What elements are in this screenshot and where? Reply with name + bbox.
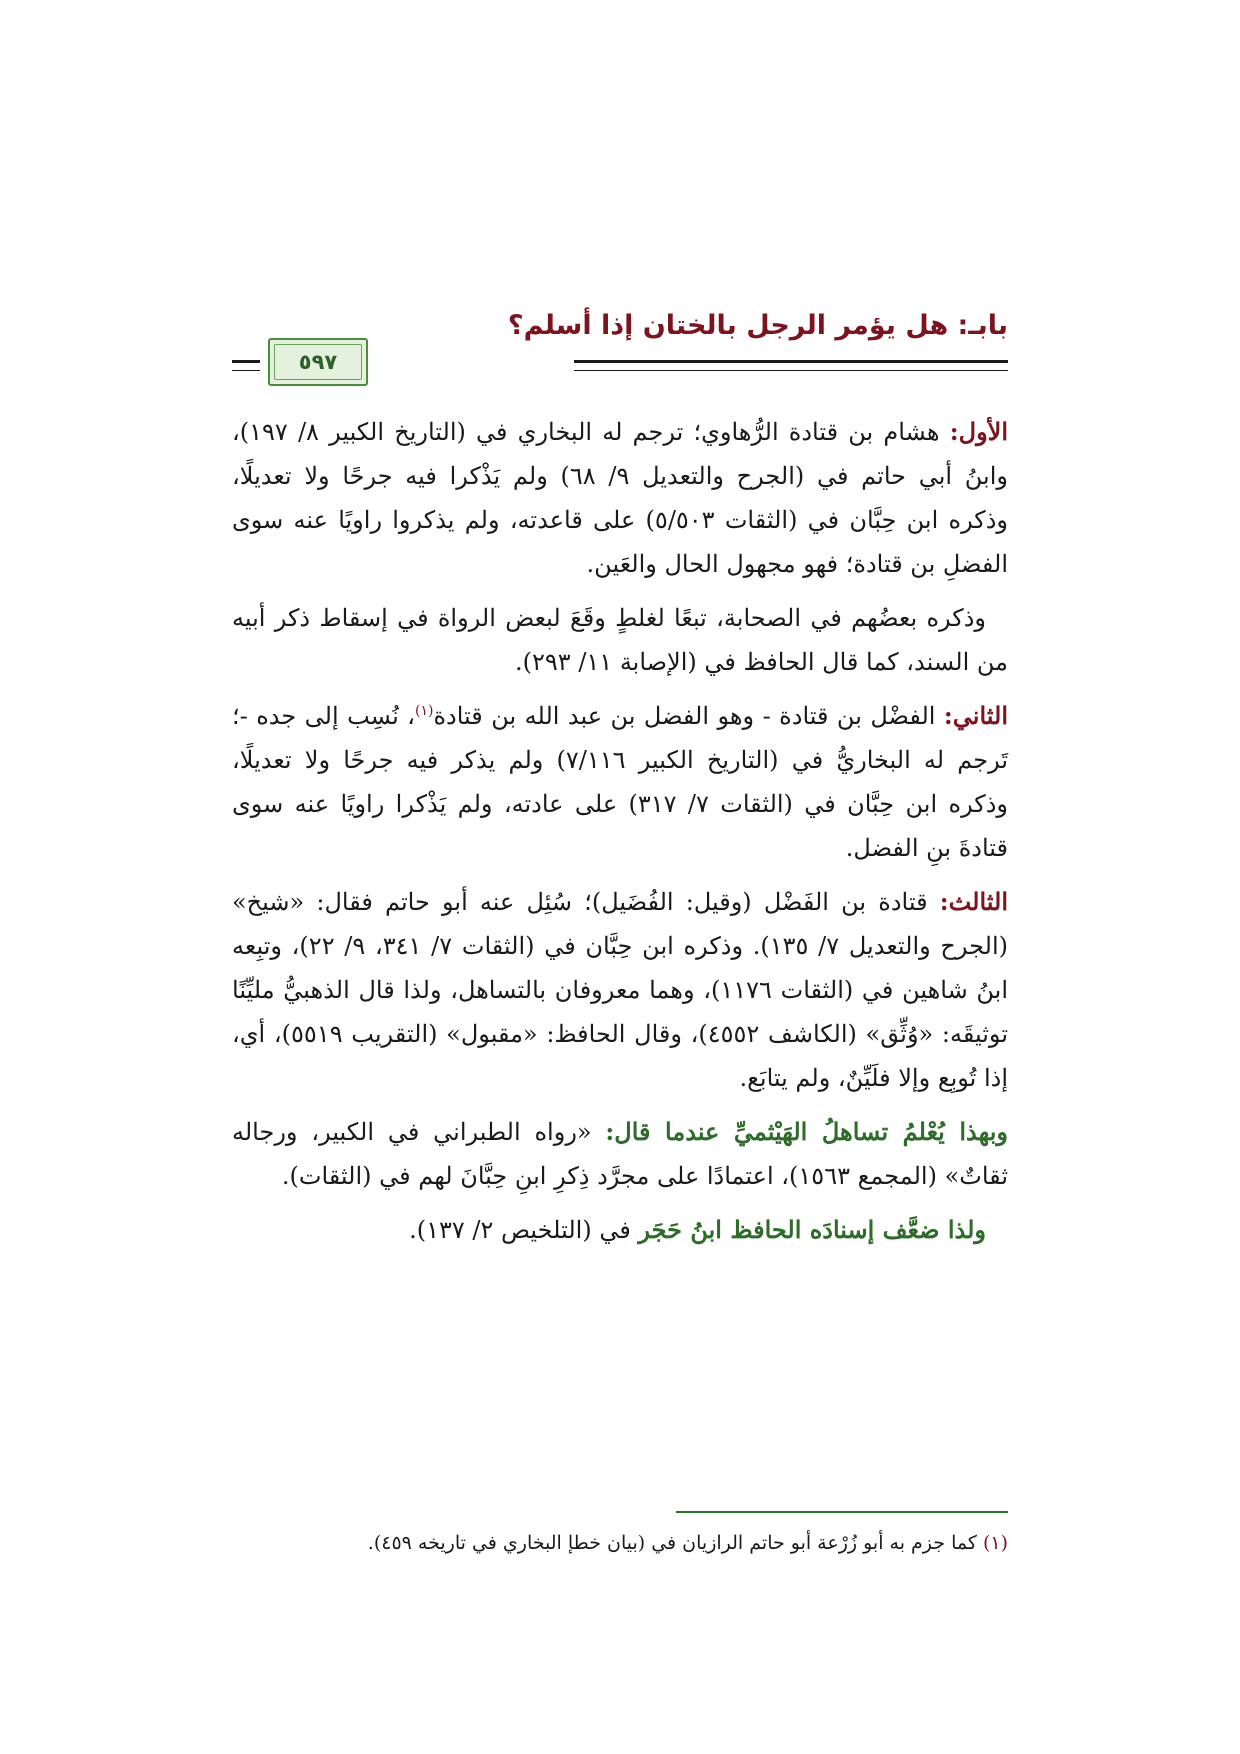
header-rule-left — [232, 360, 260, 371]
footnote-separator — [676, 1511, 1008, 1513]
header-rule — [574, 360, 1008, 371]
paragraph-first-narrator — [232, 410, 1008, 586]
footnote-marker: (١) — [982, 1532, 1008, 1554]
footnote-reference[interactable]: (١) — [415, 703, 434, 719]
term-label: الأول: — [949, 417, 1009, 446]
paragraph-text: الفضْل بن قتادة - وهو الفضل بن عبد الله بن قتادة — [433, 702, 944, 730]
paragraph-text: ، نُسِب إلى جده -؛ تَرجم له البخاريُّ في (التاريخ الكبير ٧/١١٦) ولم يذكر فيه جرحًا ولا تعديلًا، وذكره ابن حِبَّان في (الثقات ٧/ ٣١٧) على عادته، ولم يَذْكرا راويًا عنه سوى قتادةَ بنِ الفضل. — [232, 702, 1009, 862]
paragraph-third-narrator — [232, 880, 1008, 1100]
term-label: الثالث: — [939, 887, 1008, 916]
conclusion-lead: وبهذا يُعْلمُ تساهلُ الهَيْثميِّ عندما قال: — [605, 1117, 1008, 1146]
paragraph-text: «رواه الطبراني في الكبير، ورجاله ثقاتٌ» (المجمع ١٥٦٣)، اعتمادًا على مجرَّد ذِكرِ ابنِ حِبَّانَ لهم في (الثقات). — [232, 1118, 1008, 1190]
paragraph-text: هشام بن قتادة الرُّهاوي؛ ترجم له البخاري في (التاريخ الكبير ٨/ ١٩٧)، وابنُ أبي حاتم في (الجرح والتعديل ٩/ ٦٨) ولم يَذْكرا فيه جرحًا ولا تعديلًا، وذكره ابن حِبَّان في (الثقات ٥/٥٠٣) على قاعدته، ولم يذكروا راويًا عنه سوى الفضلِ بن قتادة؛ فهو مجهول الحال والعَين. — [232, 418, 1009, 578]
chapter-title: بابـ: هل يؤمر الرجل بالختان إذا أسلم؟ — [507, 310, 1008, 341]
page-number: ٥٩٧ — [298, 350, 338, 374]
body-text — [232, 410, 1008, 1262]
footnote-text: كما جزم به أبو زُرْعة أبو حاتم الرازيان في (بيان خطإ البخاري في تاريخه ٤٥٩). — [367, 1532, 983, 1554]
paragraph-text: في (التلخيص ٢/ ١٣٧). — [409, 1216, 639, 1244]
paragraph-ibn-hajar — [232, 1208, 1008, 1252]
page-header — [232, 296, 1008, 388]
paragraph-text: قتادة بن الفَضْل (وقيل: الفُضَيل)؛ سُئِل عنه أبو حاتم فقال: «شيخ» (الجرح والتعديل ٧/ ١٣٥). وذكره ابن حِبَّان في (الثقات ٧/ ٣٤١، ٩/ ٢٢)، وتبِعه ابنُ شاهين في (الثقات ١١٧٦)، وهما معروفان بالتساهل، ولذا قال الذهبيُّ مليِّنًا توثيقَه: «وُثِّق» (الكاشف ٤٥٥٢)، وقال الحافظ: «مقبول» (التقريب ٥٥١٩)، أي، إذا تُوبِع وإلا فلَيِّنٌ، ولم يتابَع. — [232, 888, 1009, 1092]
page-number-badge — [268, 338, 368, 386]
paragraph-haythami — [232, 1110, 1008, 1198]
paragraph-sahaba-note — [232, 596, 1008, 684]
conclusion-lead: ولذا ضعَّف إسنادَه الحافظ ابنُ حَجَر — [638, 1215, 986, 1244]
term-label: الثاني: — [943, 701, 1008, 730]
footnote — [232, 1528, 1008, 1558]
paragraph-text: وذكره بعضُهم في الصحابة، تبعًا لغلطٍ وقَعَ لبعض الرواة في إسقاط ذكر أبيه من السند، كما قال الحافظ في (الإصابة ١١/ ٢٩٣). — [232, 604, 1008, 676]
paragraph-second-narrator — [232, 694, 1008, 870]
